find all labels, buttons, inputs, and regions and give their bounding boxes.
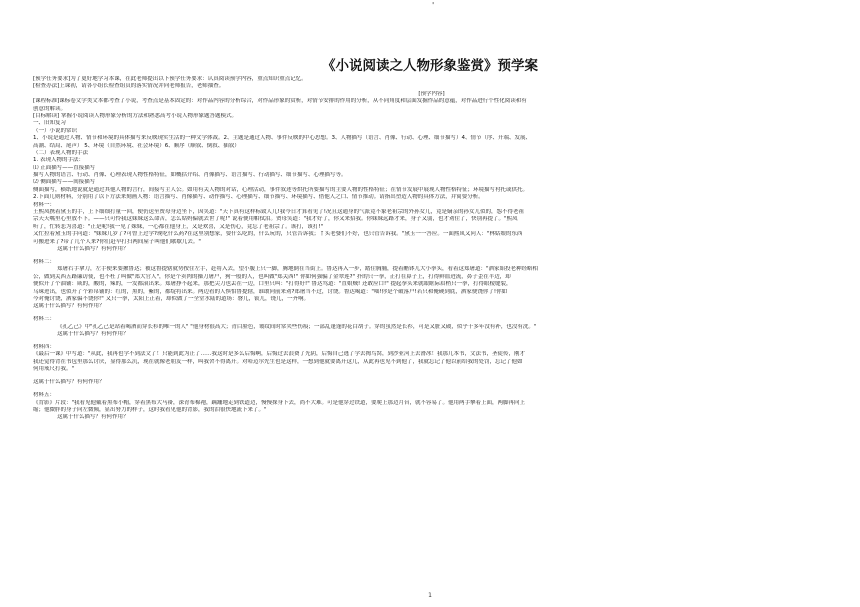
- text-line: 描写人物的语言、行动、肖像、心理表现人物性格特征，如概括介绍、肖像描写、语言描写、行动描写、细节描写、心理描写等。: [33, 172, 347, 179]
- text-line: 我还觉得背在书包里那么讨厌，显得那么沉，现在就像老朋友一样，叫我舍不得离开。对哈迈尔先生也是这样，一想到他就要离开这儿，从此再也见不到他了，我就忘记了他以前给我的处罚，忘记了他如: [33, 358, 523, 365]
- text-line: 缩；他微胖的身子向左微倾，显出努力的样子，这时我看见他的背影，我的泪很快地流下来了。": [33, 406, 267, 413]
- text-line: ⑵ 侧面描写——间接描写: [33, 179, 96, 186]
- text-line: 这属于什么描写？有何作用？: [57, 331, 129, 338]
- text-line: [目标解读] 掌握小说阅读人物形象分析的方法和熟悉高考小说人物形象题答题模式。: [33, 112, 238, 119]
- text-line: （二）表现人物的手法: [33, 149, 89, 156]
- text-line: 这属于什么描写？有何作用？: [33, 379, 105, 386]
- text-line: 公，做到关西五路廉访使，也不枉了叫做"郑大官人"，你是个卖肉的操刀屠户，狗一般的人，也叫做"郑关西!" 你如何强骗了金翠莲?" 扑的只一拳，正打在鼻子上，打得鲜血迸流，鼻子歪在半边，却: [33, 273, 511, 280]
- text-line: 材料一：: [33, 201, 56, 208]
- text-line: 材料三：: [33, 316, 56, 323]
- text-line: 这属于什么描写？有何作用？: [57, 414, 129, 421]
- page-number: 1: [428, 592, 432, 599]
- text-line: [检查办法]上课初，请各小组长检查组员的落实情况并向老师报告，老师抽查。: [33, 83, 225, 90]
- text-line: 《最后一课》中写道："从此，我再也学不到法文了！只能到此为止了……我这时是多么后悔啊，后悔过去浪费了光阴，后悔自己逃了学去掏鸟窝，到沙亚河上去滑冰！我那几本书，文法书，圣徒传，刚才: [33, 351, 526, 358]
- text-line: 王熙凤携着黛玉的手，上下细细打量一回，便仍送至贾母身边坐下，因笑道："天下真有这样标致人儿!我今日才算看见了!况且这通身的气派竟不象老祖宗的外孙女儿，竟是嫡亲的孙女儿似的，怨不得老祖: [33, 209, 524, 216]
- text-line: 创意的解读。: [33, 105, 67, 112]
- text-line: 材料四：: [33, 344, 56, 351]
- text-line: 侧面描写，横纸地说就是通过其他人物的言行，间接写主人公。如用有关人物的对话，心理活动，事件叙述等烘托所要描写的主要人物的性格特征；在情节发展中展现人物性格特征；环境描写衬托或供托。: [33, 186, 529, 193]
- text-line: [预学任务要求]为了更好地学习本课，在此老师提出以下预学任务要求：认真阅读预学内容，重点知识重点记忆。: [33, 76, 307, 82]
- text-line: 便似开了个油铺：咸的，酸的，辣的，一发都滚出来。郑屠挣不起来，那把尖刀也丢在一边，口里只叫："打得好!" 鲁达骂道："直娘贼! 还敢应口!" 提起拳头来就眼眶际眉梢只一拳，打得眼棱缝裂，: [33, 281, 512, 288]
- text-line: 《孔乙己》中"孔乙己是站着喝酒而穿长衫的唯一的人" "他身材很高大；青白脸色，皱纹间时常夹些伤痕；一部乱蓬蓬的花白胡子。穿的虽然是长衫，可是又脏又破，似乎十多年没有补，也没有洗。": [57, 323, 537, 330]
- text-line: 听了，忙转悲为喜道："正是呢!我一见了妹妹，一心都在他身上，又是欢喜，又是伤心，竟忘了老祖宗了。该打，该打!": [33, 223, 323, 230]
- document-body: [33, 76, 830, 422]
- text-line: 材料五：: [33, 392, 56, 399]
- text-line: ⑴ 正面描写——直接描写: [33, 164, 96, 171]
- text-line: 一、旧知复习: [33, 120, 67, 127]
- text-line: （一）小说的常识: [33, 127, 78, 134]
- text-line: 2.下面几则材料，分别用了以下方法来刻画人物：语言描写、肖像描写、动作描写、心理描写、细节描写、环境描写、借他人之口、情节推动。请指出塑造人物的具体方法，并简要分析。: [33, 194, 484, 201]
- text-line: 高潮、结局、尾声） 5、环境（自然环境、社会环境）6、顺序（顺叙、倒叙、插叙）: [33, 142, 240, 149]
- text-line: 乌珠迸出，也似开了个彩帛铺的：红的，黑的，紫的，都绽将出来。两边看的人惧怕鲁提辖，谁敢向前来劝?郑屠当不过，讨饶。鲁达喝道："咄!你是个破落户!若只和俺硬到底，洒家便饶你了!你如: [33, 288, 508, 295]
- text-line: 宗天天嘴里心里放不下。——只可怜我这妹妹这么命苦，怎么姑妈偏就去世了呢!" 说着便用帕拭泪。贾母笑道："我才好了，你又来招我。你妹妹远路才来，身子又弱，也才劝住了，快别再提了。"熙凤: [33, 216, 518, 223]
- text-line: 材料二：: [33, 258, 56, 265]
- header-mark: ': [432, 1, 435, 10]
- text-line: 又忙拉着黛玉的手问道："妹妹几岁了?可曾上过学?现吃什么药?在这里别想家，要什么吃的，什么玩的，只管告诉我；丫头老婆们不好，也只管告诉我。"黛玉一一答应。一面熙凤又问人："林姑娘的东西: [33, 231, 523, 238]
- text-line: 这属于什么描写？有何作用？: [57, 245, 129, 252]
- text-line: 今对俺讨饶，洒家偏不饶你!" 又只一拳，太阳上正着，却似做了一全堂水陆的道场：磬儿，钹儿，铙儿，一齐响。: [33, 295, 309, 302]
- text-line: 这属于什么描写？有何作用？: [33, 303, 105, 310]
- text-line: 1. 表现人物的手法：: [33, 157, 84, 164]
- page-title: 《小说阅读之人物形象鉴赏》预学案: [322, 58, 538, 74]
- text-line: 《背影》片段："我看见他戴着黑布小帽，穿着黑布大马褂，深青布棉袍，蹒跚地走到铁道边，慢慢探身下去，尚不大难。可是他穿过铁道，要爬上那边月台，就不容易了。他用两手攀着上面，两脚再向上: [33, 399, 526, 406]
- text-line: 郑屠右手拿刀，左手便来要揪鲁达；被这鲁提辖就势按住左手，赶将入去，望小腹上只一脚，腾地倒在当街上。鲁达再入一步，踏住胸脯，提着醋钵儿大小拳头，看着这郑屠道："洒家始投老种经略相: [57, 266, 539, 273]
- text-line: 1、小说是通过人物、情节和环境的具体描写来反映现实生活的一种文学体裁。2、主题是通过人物、事件反映的中心思想。3、人物描写（语言、肖像、行动、心理、细节描写）4、情节（序、开端、发展、: [33, 135, 532, 142]
- text-line: [预学内容]: [418, 90, 445, 97]
- text-line: [课程标准]课标卷文学类文本都考查了小说，考查点是基本固定的：对作品内容的分析综合，对作品形象的赏析，对情节安排的作用的分析，从不同角度和层面发掘作品的意蕴，对作品进行个性化阅读和有: [33, 98, 527, 105]
- text-line: 可搬进来了?带了几个人来?你们赶早打扫两间屋子叫他们歇歇儿去。": [33, 238, 201, 245]
- text-line: 何用戒尺打我。": [33, 366, 75, 373]
